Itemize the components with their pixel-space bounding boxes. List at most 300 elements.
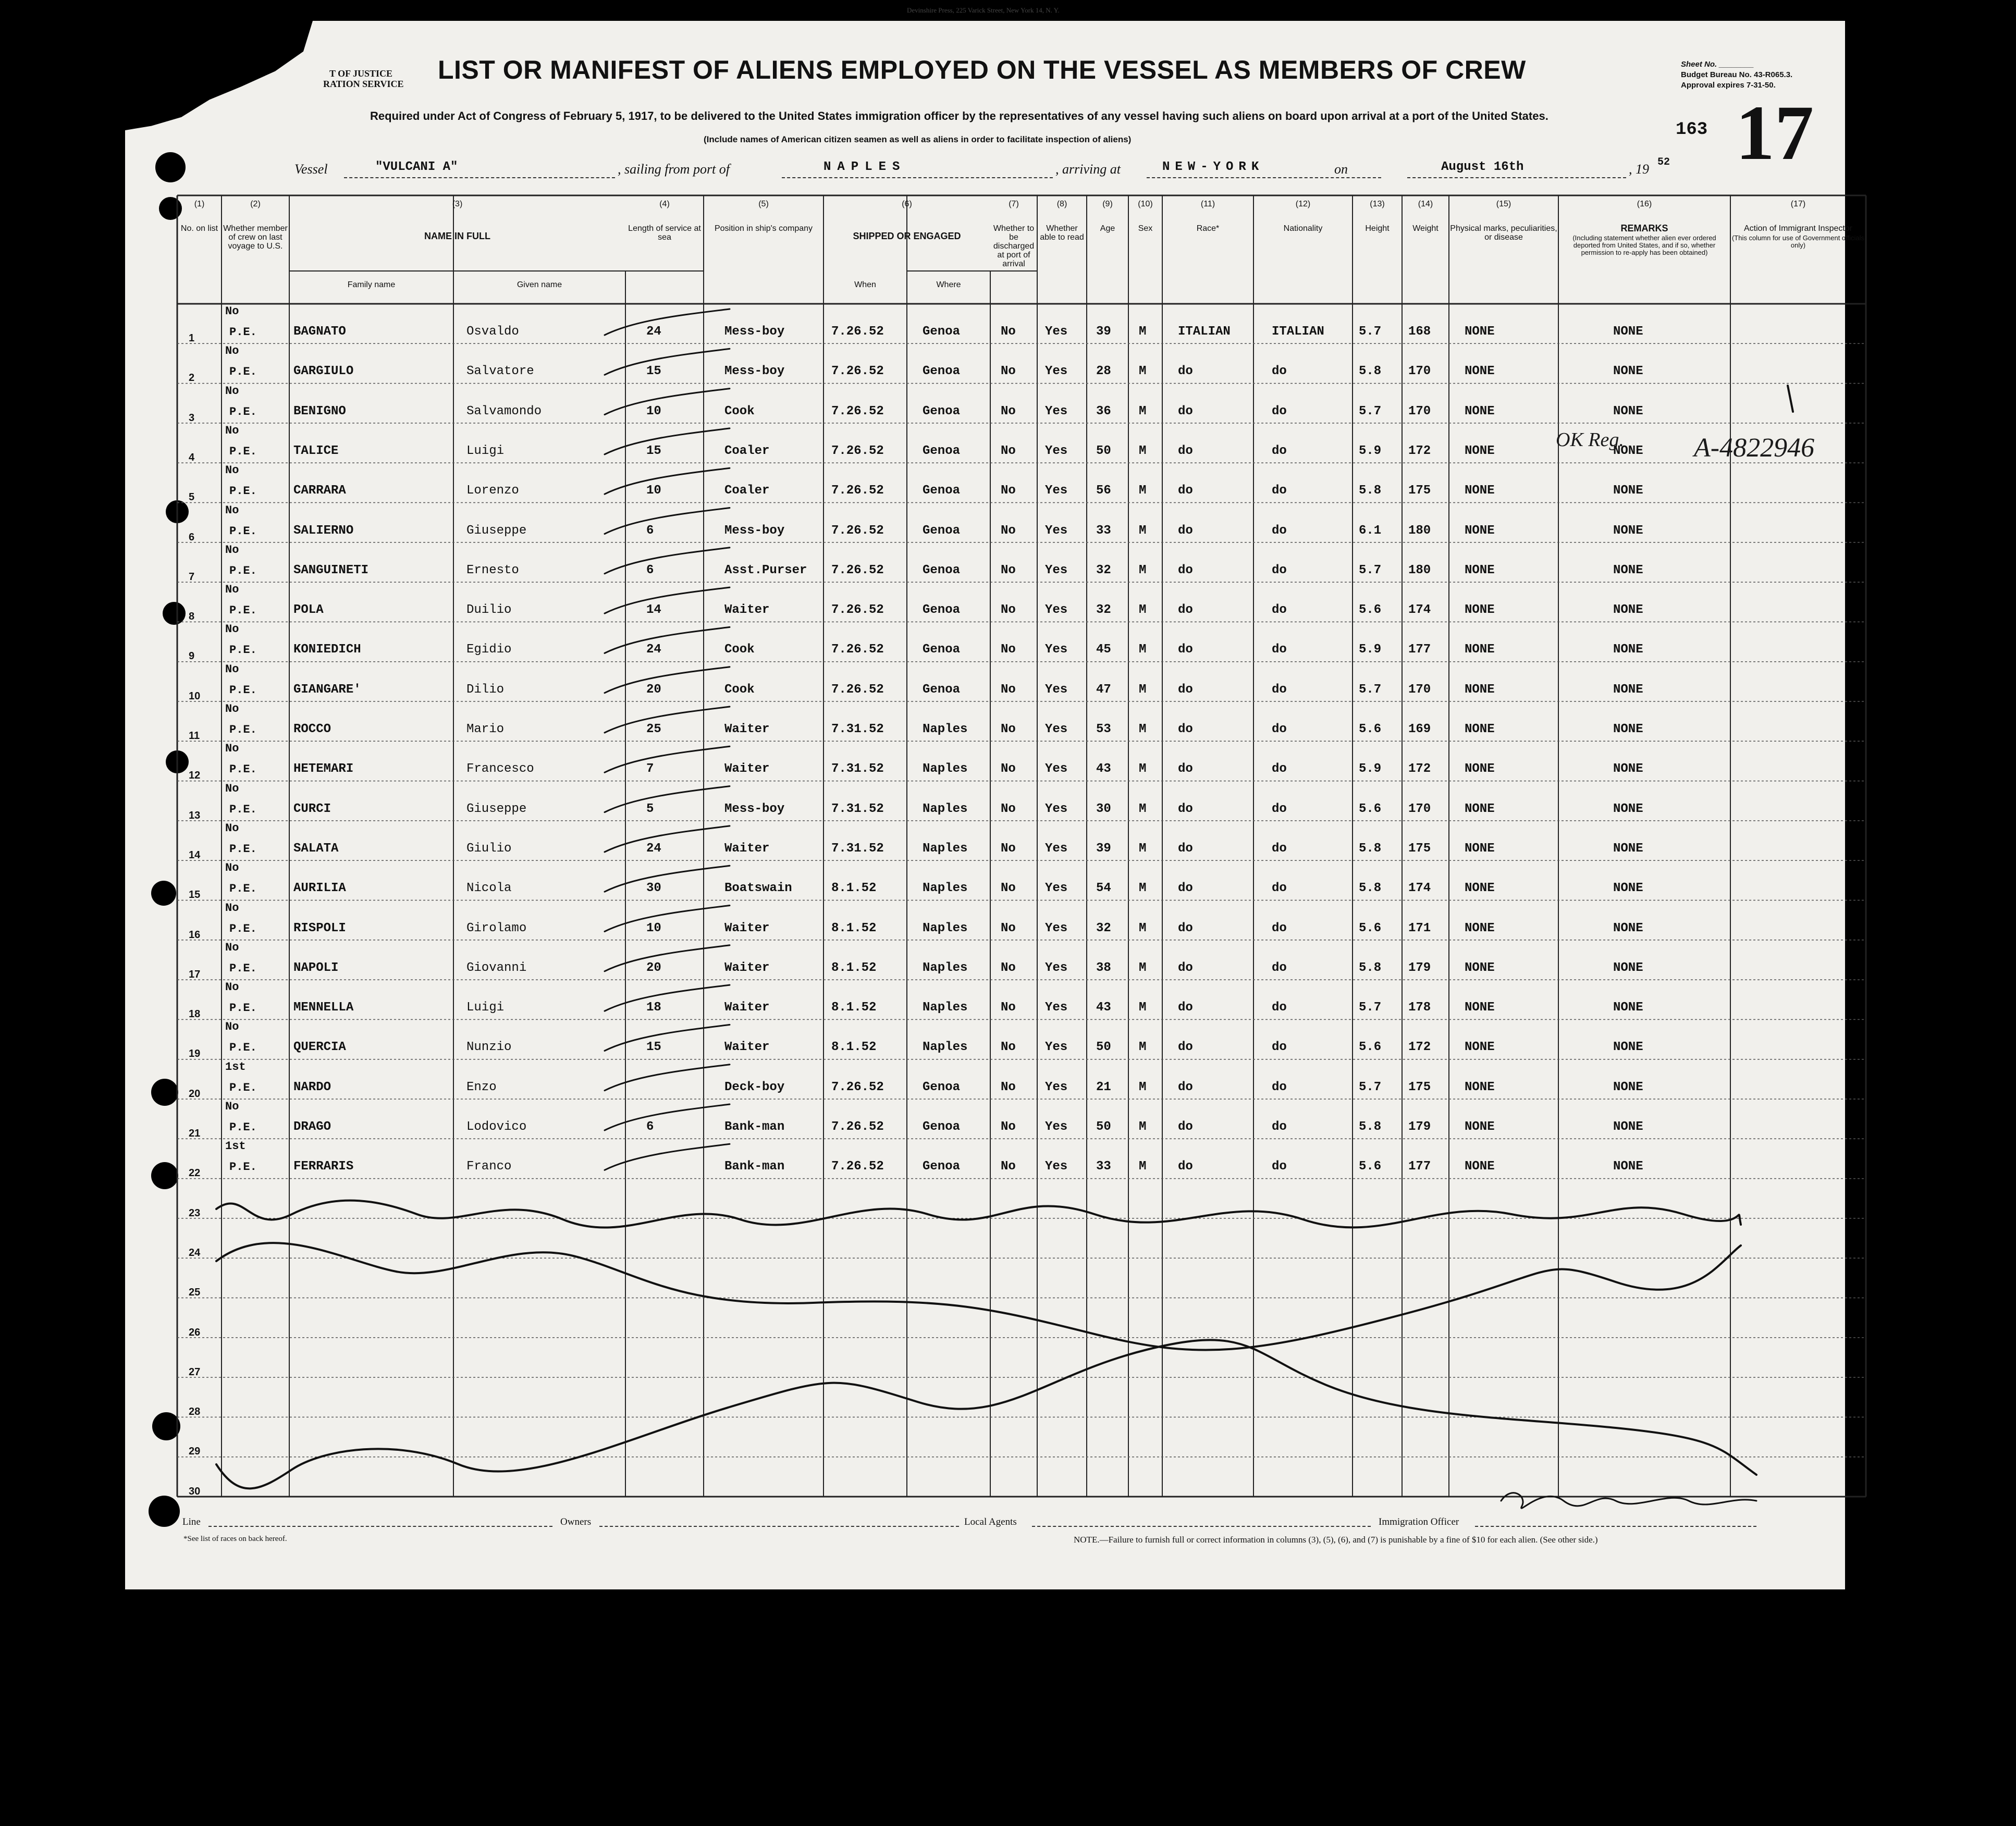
cell-race: do bbox=[1178, 643, 1193, 657]
cell-position: Bank-man bbox=[724, 1120, 785, 1134]
row-number: 18 bbox=[189, 1008, 201, 1020]
cell-position: Waiter bbox=[724, 722, 770, 736]
cell-disch: No bbox=[1001, 484, 1016, 498]
previous-voyage: No bbox=[225, 623, 239, 636]
column-header-c7: Whether to be discharged at port of arrival bbox=[993, 224, 1035, 268]
cell-given: Girolamo bbox=[466, 921, 527, 935]
page-subtitle: Required under Act of Congress of February 5, 1917, to be delivered to the United States immigration officer by the representatives of any vessel having such aliens on board upon arrival at a port of the United States. bbox=[370, 109, 1548, 122]
cell-when: 8.1.52 bbox=[831, 1040, 877, 1055]
cell-service: 20 bbox=[646, 960, 661, 975]
cell-age: 54 bbox=[1096, 881, 1111, 896]
column-number: (9) bbox=[1102, 200, 1113, 208]
cell-height: 5.8 bbox=[1359, 364, 1382, 379]
cell-race: do bbox=[1178, 722, 1193, 736]
cell-when: 7.26.52 bbox=[831, 484, 884, 498]
dept-line: T OF JUSTICE bbox=[329, 68, 393, 79]
cell-sex: M bbox=[1139, 643, 1147, 657]
cell-disch: No bbox=[1001, 960, 1016, 975]
row-number: 22 bbox=[189, 1167, 201, 1179]
cell-height: 5.9 bbox=[1359, 443, 1382, 458]
cell-family: BAGNATO bbox=[293, 325, 346, 339]
cell-sex: M bbox=[1139, 1159, 1147, 1174]
sheet-number: 163 bbox=[1676, 120, 1708, 140]
cell-height: 5.8 bbox=[1359, 484, 1382, 498]
cell-race: do bbox=[1178, 563, 1193, 577]
cell-family: HETEMARI bbox=[293, 762, 354, 776]
cell-sex: M bbox=[1139, 523, 1147, 538]
cell-family: KONIEDICH bbox=[293, 643, 361, 657]
row-number: 25 bbox=[189, 1287, 201, 1299]
cell-remarks: NONE bbox=[1613, 1120, 1643, 1134]
cell-given: Luigi bbox=[466, 1001, 505, 1015]
cell-where: Naples bbox=[923, 722, 968, 736]
row-number: 1 bbox=[189, 332, 195, 344]
cell-weight: 175 bbox=[1408, 841, 1431, 856]
cell-service: 20 bbox=[646, 682, 661, 697]
column-header-c10: Sex bbox=[1138, 224, 1153, 233]
cell-nat: do bbox=[1272, 643, 1287, 657]
cell-position: Cook bbox=[724, 682, 755, 697]
cell-marks: NONE bbox=[1465, 404, 1495, 418]
cell-position: Waiter bbox=[724, 841, 770, 856]
cell-disch: No bbox=[1001, 682, 1016, 697]
cell-family: NARDO bbox=[293, 1080, 331, 1094]
cell-when: 8.1.52 bbox=[831, 921, 877, 935]
row-number: 7 bbox=[189, 571, 195, 583]
column-header-c13: Height bbox=[1365, 224, 1390, 233]
cell-family: FERRARIS bbox=[293, 1159, 354, 1174]
cell-family: POLA bbox=[293, 603, 324, 618]
cell-disch: No bbox=[1001, 1120, 1016, 1134]
previous-voyage: No bbox=[225, 981, 239, 994]
cell-where: Genoa bbox=[923, 682, 961, 697]
cell-age: 39 bbox=[1096, 841, 1111, 856]
cell-read: Yes bbox=[1045, 921, 1068, 935]
cell-given: Ernesto bbox=[466, 563, 519, 577]
cell-disch: No bbox=[1001, 841, 1016, 856]
row-number: 15 bbox=[189, 889, 201, 901]
cell-weight: 170 bbox=[1408, 682, 1431, 697]
cell-service: 15 bbox=[646, 1040, 661, 1055]
cell-sex: M bbox=[1139, 722, 1147, 736]
cell-weight: 177 bbox=[1408, 1159, 1431, 1174]
row-number: 6 bbox=[189, 531, 195, 543]
pe-mark: P.E. bbox=[229, 405, 257, 418]
cell-given: Duilio bbox=[466, 603, 512, 618]
cell-read: Yes bbox=[1045, 523, 1068, 538]
cell-height: 5.6 bbox=[1359, 801, 1382, 816]
cell-age: 47 bbox=[1096, 682, 1111, 697]
cell-nat: do bbox=[1272, 364, 1287, 379]
arrival-date: August 16th bbox=[1441, 160, 1524, 174]
cell-marks: NONE bbox=[1465, 443, 1495, 458]
row-number: 14 bbox=[189, 849, 201, 861]
cell-where: Naples bbox=[923, 921, 968, 935]
cell-nat: do bbox=[1272, 603, 1287, 618]
cell-height: 5.9 bbox=[1359, 643, 1382, 657]
cell-race: ITALIAN bbox=[1178, 325, 1231, 339]
cell-read: Yes bbox=[1045, 1001, 1068, 1015]
cell-position: Mess-boy bbox=[724, 801, 785, 816]
page-title: LIST OR MANIFEST OF ALIENS EMPLOYED ON THE VESSEL AS MEMBERS OF CREW bbox=[438, 55, 1526, 84]
cell-read: Yes bbox=[1045, 404, 1068, 418]
row-number: 3 bbox=[189, 412, 195, 424]
cell-race: do bbox=[1178, 801, 1193, 816]
cell-weight: 174 bbox=[1408, 603, 1431, 618]
cell-when: 7.31.52 bbox=[831, 801, 884, 816]
pe-mark: P.E. bbox=[229, 683, 257, 697]
cell-disch: No bbox=[1001, 643, 1016, 657]
cell-sex: M bbox=[1139, 921, 1147, 935]
cell-family: CURCI bbox=[293, 801, 331, 816]
cell-read: Yes bbox=[1045, 1120, 1068, 1134]
cell-sex: M bbox=[1139, 484, 1147, 498]
cell-given: Giuseppe bbox=[466, 523, 527, 538]
cell-where: Genoa bbox=[923, 325, 961, 339]
cell-when: 7.26.52 bbox=[831, 325, 884, 339]
cell-given: Giovanni bbox=[466, 960, 527, 975]
cell-sex: M bbox=[1139, 1080, 1147, 1094]
cell-race: do bbox=[1178, 881, 1193, 896]
cell-remarks: NONE bbox=[1613, 1040, 1643, 1055]
previous-voyage: No bbox=[225, 503, 239, 517]
cell-where: Naples bbox=[923, 1040, 968, 1055]
cell-family: GIANGARE' bbox=[293, 682, 361, 697]
cell-height: 5.7 bbox=[1359, 1080, 1382, 1094]
cell-age: 43 bbox=[1096, 1001, 1111, 1015]
cell-race: do bbox=[1178, 841, 1193, 856]
cell-remarks: NONE bbox=[1613, 643, 1643, 657]
cell-remarks: NONE bbox=[1613, 364, 1643, 379]
cell-when: 7.26.52 bbox=[831, 1120, 884, 1134]
cell-sex: M bbox=[1139, 960, 1147, 975]
cell-height: 6.1 bbox=[1359, 523, 1382, 538]
cell-where: Genoa bbox=[923, 443, 961, 458]
cell-service: 24 bbox=[646, 643, 661, 657]
cell-weight: 179 bbox=[1408, 1120, 1431, 1134]
cell-age: 33 bbox=[1096, 523, 1111, 538]
cell-nat: do bbox=[1272, 484, 1287, 498]
cell-remarks: NONE bbox=[1613, 563, 1643, 577]
cell-remarks: NONE bbox=[1613, 682, 1643, 697]
cell-race: do bbox=[1178, 1120, 1193, 1134]
cell-given: Nunzio bbox=[466, 1040, 512, 1055]
cell-nat: do bbox=[1272, 841, 1287, 856]
cell-height: 5.8 bbox=[1359, 841, 1382, 856]
cell-given: Luigi bbox=[466, 443, 505, 458]
cell-weight: 168 bbox=[1408, 325, 1431, 339]
pe-mark: P.E. bbox=[229, 644, 257, 657]
cell-weight: 170 bbox=[1408, 364, 1431, 379]
cell-service: 30 bbox=[646, 881, 661, 896]
column-number: (3) bbox=[452, 200, 463, 208]
cell-sex: M bbox=[1139, 1120, 1147, 1134]
cell-height: 5.7 bbox=[1359, 1001, 1382, 1015]
on-label: on bbox=[1334, 162, 1348, 177]
cell-weight: 180 bbox=[1408, 523, 1431, 538]
cell-when: 7.26.52 bbox=[831, 443, 884, 458]
cell-service: 6 bbox=[646, 523, 654, 538]
row-number: 30 bbox=[189, 1485, 201, 1497]
cell-family: CARRARA bbox=[293, 484, 346, 498]
column-header-c15: Physical marks, peculiarities, or disease bbox=[1450, 224, 1557, 242]
cell-age: 43 bbox=[1096, 762, 1111, 776]
cell-race: do bbox=[1178, 1080, 1193, 1094]
cell-age: 45 bbox=[1096, 643, 1111, 657]
cell-disch: No bbox=[1001, 1159, 1016, 1174]
row-number: 28 bbox=[189, 1406, 201, 1418]
cell-sex: M bbox=[1139, 364, 1147, 379]
cell-weight: 170 bbox=[1408, 801, 1431, 816]
column-header-c11: Race* bbox=[1196, 224, 1220, 233]
row-number: 24 bbox=[189, 1247, 201, 1259]
cell-marks: NONE bbox=[1465, 722, 1495, 736]
cell-position: Asst.Purser bbox=[724, 563, 807, 577]
cell-age: 50 bbox=[1096, 443, 1111, 458]
cell-service: 10 bbox=[646, 921, 661, 935]
pe-mark: P.E. bbox=[229, 604, 257, 618]
cell-marks: NONE bbox=[1465, 1080, 1495, 1094]
cell-age: 50 bbox=[1096, 1120, 1111, 1134]
cell-disch: No bbox=[1001, 801, 1016, 816]
cell-remarks: NONE bbox=[1613, 921, 1643, 935]
cell-remarks: NONE bbox=[1613, 801, 1643, 816]
cell-age: 53 bbox=[1096, 722, 1111, 736]
cell-nat: do bbox=[1272, 801, 1287, 816]
cell-nat: do bbox=[1272, 563, 1287, 577]
row-number: 8 bbox=[189, 611, 195, 623]
cell-height: 5.7 bbox=[1359, 325, 1382, 339]
cell-service: 25 bbox=[646, 722, 661, 736]
cell-given: Giulio bbox=[466, 841, 512, 856]
cell-given: Salvatore bbox=[466, 364, 534, 379]
cell-weight: 179 bbox=[1408, 960, 1431, 975]
cell-marks: NONE bbox=[1465, 1040, 1495, 1055]
row-number: 9 bbox=[189, 650, 195, 662]
column-number: (12) bbox=[1295, 200, 1311, 208]
cell-family: NAPOLI bbox=[293, 960, 339, 975]
cell-sex: M bbox=[1139, 443, 1147, 458]
column-header-c1: No. on list bbox=[180, 224, 218, 233]
budget-bureau: Budget Bureau No. 43-R065.3. bbox=[1681, 70, 1793, 79]
cell-when: 7.26.52 bbox=[831, 404, 884, 418]
previous-voyage: No bbox=[225, 543, 239, 557]
pe-mark: P.E. bbox=[229, 1081, 257, 1094]
cell-race: do bbox=[1178, 1159, 1193, 1174]
handwritten-alien-number: A-4822946 bbox=[1694, 433, 1815, 463]
column-header-c8: Whether able to read bbox=[1040, 224, 1084, 242]
previous-voyage: No bbox=[225, 424, 239, 437]
previous-voyage: 1st bbox=[225, 1060, 246, 1074]
cell-where: Naples bbox=[923, 841, 968, 856]
cell-family: TALICE bbox=[293, 443, 339, 458]
cell-where: Genoa bbox=[923, 523, 961, 538]
cell-position: Bank-man bbox=[724, 1159, 785, 1174]
row-number: 2 bbox=[189, 372, 195, 384]
column-subheader-c3a: Family name bbox=[347, 280, 396, 289]
row-number: 20 bbox=[189, 1088, 201, 1100]
cell-position: Coaler bbox=[724, 484, 770, 498]
cell-weight: 177 bbox=[1408, 643, 1431, 657]
cell-where: Genoa bbox=[923, 364, 961, 379]
cell-nat: do bbox=[1272, 960, 1287, 975]
pe-mark: P.E. bbox=[229, 882, 257, 896]
cell-when: 8.1.52 bbox=[831, 960, 877, 975]
cell-given: Nicola bbox=[466, 881, 512, 896]
pe-mark: P.E. bbox=[229, 723, 257, 736]
cell-marks: NONE bbox=[1465, 881, 1495, 896]
cell-read: Yes bbox=[1045, 960, 1068, 975]
cell-when: 7.26.52 bbox=[831, 563, 884, 577]
cell-marks: NONE bbox=[1465, 603, 1495, 618]
column-number: (10) bbox=[1138, 200, 1153, 208]
cell-read: Yes bbox=[1045, 881, 1068, 896]
cell-position: Mess-boy bbox=[724, 364, 785, 379]
cell-remarks: NONE bbox=[1613, 1080, 1643, 1094]
previous-voyage: No bbox=[225, 662, 239, 676]
pe-mark: P.E. bbox=[229, 326, 257, 339]
cell-disch: No bbox=[1001, 1080, 1016, 1094]
cell-read: Yes bbox=[1045, 1040, 1068, 1055]
previous-voyage: No bbox=[225, 384, 239, 398]
cell-family: SALATA bbox=[293, 841, 339, 856]
cell-disch: No bbox=[1001, 603, 1016, 618]
cell-family: MENNELLA bbox=[293, 1001, 354, 1015]
row-number: 19 bbox=[189, 1048, 201, 1060]
column-number: (16) bbox=[1637, 200, 1652, 208]
handwritten-remark: OK Reg. bbox=[1556, 429, 1624, 451]
cell-race: do bbox=[1178, 960, 1193, 975]
cell-position: Mess-boy bbox=[724, 325, 785, 339]
cell-marks: NONE bbox=[1465, 325, 1495, 339]
row-number: 13 bbox=[189, 809, 201, 821]
cell-disch: No bbox=[1001, 364, 1016, 379]
column-header-c3: NAME IN FULL bbox=[424, 231, 490, 241]
approval-expiry: Approval expires 7-31-50. bbox=[1681, 81, 1776, 90]
cell-when: 7.26.52 bbox=[831, 603, 884, 618]
pe-mark: P.E. bbox=[229, 1041, 257, 1055]
cell-disch: No bbox=[1001, 404, 1016, 418]
cell-family: ROCCO bbox=[293, 722, 331, 736]
column-number: (1) bbox=[194, 200, 205, 208]
column-subheader-c17: (This column for use of Government officials only) bbox=[1731, 234, 1865, 249]
cell-family: DRAGO bbox=[293, 1120, 331, 1134]
pe-mark: P.E. bbox=[229, 803, 257, 816]
cell-family: RISPOLI bbox=[293, 921, 346, 935]
column-header-c16: REMARKS bbox=[1620, 223, 1668, 233]
cell-height: 5.6 bbox=[1359, 1159, 1382, 1174]
cell-weight: 175 bbox=[1408, 1080, 1431, 1094]
arriving-port: NEW-YORK bbox=[1162, 160, 1264, 174]
cell-position: Waiter bbox=[724, 762, 770, 776]
cell-read: Yes bbox=[1045, 563, 1068, 577]
cell-weight: 170 bbox=[1408, 404, 1431, 418]
cell-nat: do bbox=[1272, 682, 1287, 697]
cell-where: Naples bbox=[923, 762, 968, 776]
pe-mark: P.E. bbox=[229, 1002, 257, 1015]
cell-when: 7.31.52 bbox=[831, 762, 884, 776]
vessel-name: "VULCANI A" bbox=[375, 160, 458, 174]
row-number: 5 bbox=[189, 491, 195, 503]
cell-weight: 174 bbox=[1408, 881, 1431, 896]
cell-family: QUERCIA bbox=[293, 1040, 346, 1055]
pe-mark: P.E. bbox=[229, 365, 257, 379]
cell-read: Yes bbox=[1045, 364, 1068, 379]
cell-remarks: NONE bbox=[1613, 325, 1643, 339]
cell-nat: do bbox=[1272, 1080, 1287, 1094]
column-header-c14: Weight bbox=[1412, 224, 1439, 233]
cell-service: 14 bbox=[646, 603, 661, 618]
cell-position: Coaler bbox=[724, 443, 770, 458]
cell-disch: No bbox=[1001, 523, 1016, 538]
cell-height: 5.8 bbox=[1359, 881, 1382, 896]
row-number: 26 bbox=[189, 1326, 201, 1338]
pe-mark: P.E. bbox=[229, 445, 257, 458]
cell-service: 15 bbox=[646, 443, 661, 458]
column-header-c12: Nationality bbox=[1283, 224, 1323, 233]
previous-voyage: No bbox=[225, 901, 239, 915]
cell-position: Waiter bbox=[724, 960, 770, 975]
column-number: (6) bbox=[902, 200, 912, 208]
cell-position: Cook bbox=[724, 404, 755, 418]
previous-voyage: No bbox=[225, 583, 239, 597]
row-number: 17 bbox=[189, 968, 201, 980]
cell-nat: do bbox=[1272, 1001, 1287, 1015]
cell-when: 7.26.52 bbox=[831, 364, 884, 379]
cell-when: 7.26.52 bbox=[831, 1080, 884, 1094]
cell-where: Naples bbox=[923, 801, 968, 816]
cell-sex: M bbox=[1139, 1040, 1147, 1055]
pe-mark: P.E. bbox=[229, 485, 257, 498]
cell-age: 21 bbox=[1096, 1080, 1111, 1094]
cell-weight: 172 bbox=[1408, 443, 1431, 458]
previous-voyage: No bbox=[225, 861, 239, 875]
column-header-c9: Age bbox=[1100, 224, 1115, 233]
cell-position: Boatswain bbox=[724, 881, 792, 896]
footer-agents-label: Local Agents bbox=[964, 1516, 1017, 1527]
page-number: 17 bbox=[1736, 90, 1814, 176]
previous-voyage: No bbox=[225, 782, 239, 795]
cell-marks: NONE bbox=[1465, 523, 1495, 538]
pe-mark: P.E. bbox=[229, 763, 257, 776]
cell-weight: 178 bbox=[1408, 1001, 1431, 1015]
cell-given: Osvaldo bbox=[466, 325, 519, 339]
cell-race: do bbox=[1178, 762, 1193, 776]
cell-sex: M bbox=[1139, 1001, 1147, 1015]
races-note: *See list of races on back hereof. bbox=[183, 1535, 287, 1543]
cell-nat: do bbox=[1272, 1120, 1287, 1134]
cell-age: 50 bbox=[1096, 1040, 1111, 1055]
cell-sex: M bbox=[1139, 563, 1147, 577]
cell-service: 10 bbox=[646, 484, 661, 498]
cell-given: Dilio bbox=[466, 682, 505, 697]
cell-age: 32 bbox=[1096, 921, 1111, 935]
pe-mark: P.E. bbox=[229, 922, 257, 935]
cell-service: 7 bbox=[646, 762, 654, 776]
cell-where: Genoa bbox=[923, 404, 961, 418]
cell-marks: NONE bbox=[1465, 841, 1495, 856]
cell-where: Genoa bbox=[923, 643, 961, 657]
cell-where: Naples bbox=[923, 1001, 968, 1015]
cell-family: BENIGNO bbox=[293, 404, 346, 418]
cell-age: 56 bbox=[1096, 484, 1111, 498]
cell-age: 30 bbox=[1096, 801, 1111, 816]
cell-service: 6 bbox=[646, 563, 654, 577]
cell-remarks: NONE bbox=[1613, 762, 1643, 776]
cell-given: Giuseppe bbox=[466, 801, 527, 816]
cell-read: Yes bbox=[1045, 801, 1068, 816]
cell-service: 5 bbox=[646, 801, 654, 816]
